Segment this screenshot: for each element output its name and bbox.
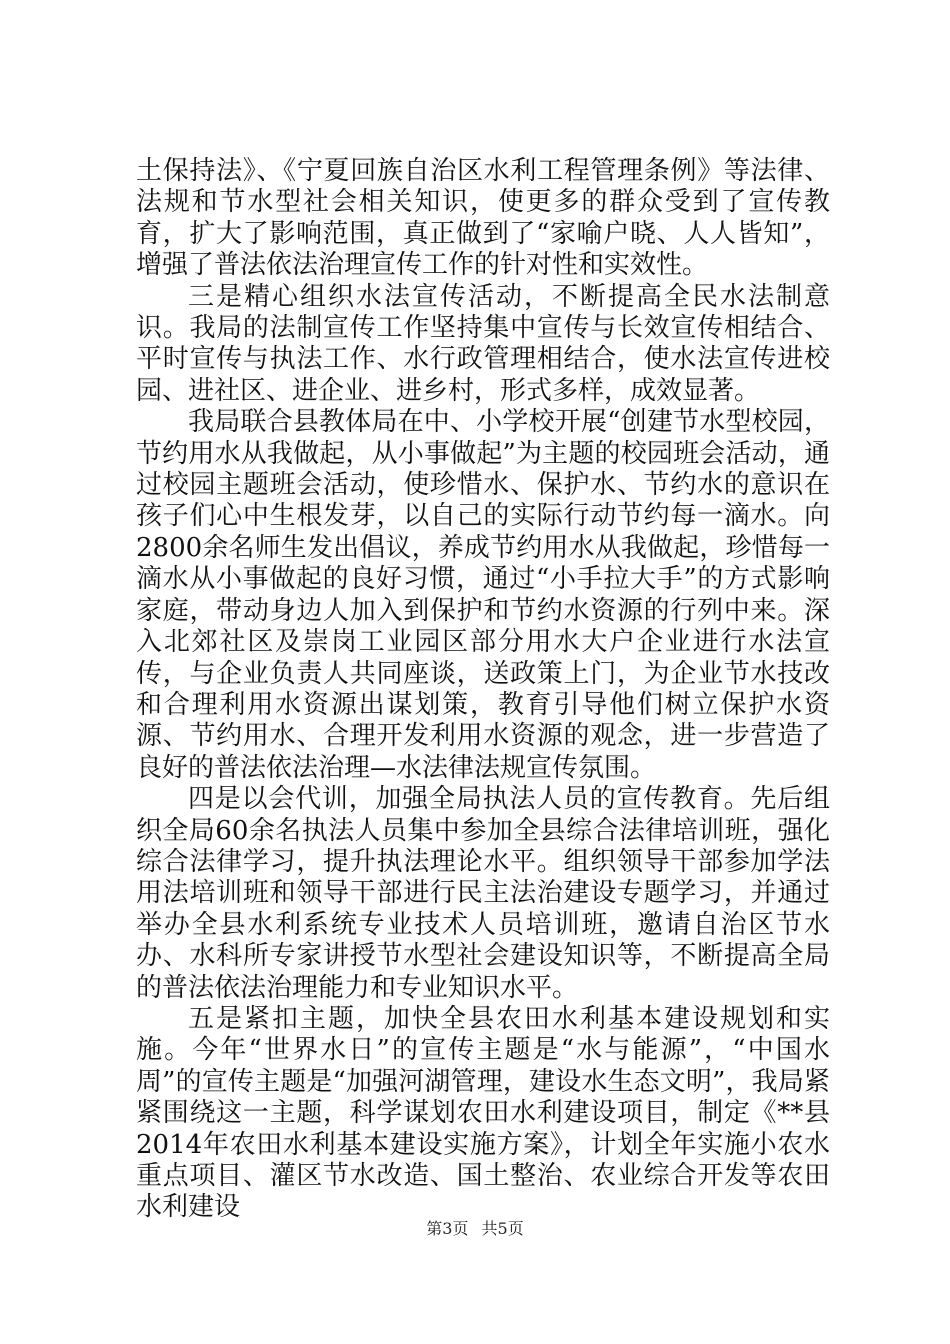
- paragraph-item-three: 三是精心组织水法宣传活动，不断提高全民水法制意识。我局的法制宣传工作坚持集中宣传与长效宣传相结合、平时宣传与执法工作、水行政管理相结合，使水法宣传进校园、进社区、进企业、进乡村，形式多样，成效显著。: [136, 281, 830, 406]
- page-total: 共5页: [481, 1219, 524, 1238]
- paragraph-campus-activity: 我局联合县教体局在中、小学校开展“创建节水型校园，节约用水从我做起，从小事做起”为主题的校园班会活动，通过校园主题班会活动，使珍惜水、保护水、节约水的意识在孩子们心中生根发芽，以自己的实际行动节约每一滴水。向2800余名师生发出倡议，养成节约用水从我做起，珍惜每一滴水从小事做起的良好习惯，通过“小手拉大手”的方式影响家庭，带动身边人加入到保护和节约水资源的行列中来。深入北郊社区及崇岗工业园区部分用水大户企业进行水法宣传，与企业负责人共同座谈，送政策上门，为企业节水技改和合理利用水资源出谋划策，教育引导他们树立保护水资源、节约用水、合理开发利用水资源的观念，进一步营造了良好的普法依法治理—水法律法规宣传氛围。: [136, 407, 830, 783]
- document-body: [136, 156, 830, 1224]
- page-number: 第3页: [426, 1219, 469, 1238]
- paragraph-item-four: 四是以会代训，加强全局执法人员的宣传教育。先后组织全局60余名执法人员集中参加全县综合法律培训班，强化综合法律学习，提升执法理论水平。组织领导干部参加学法用法培训班和领导干部进行民主法治建设专题学习，并通过举办全县水利系统专业技术人员培训班，邀请自治区节水办、水科所专家讲授节水型社会建设知识等，不断提高全局的普法依法治理能力和专业知识水平。: [136, 784, 830, 1003]
- paragraph-continued: 土保持法》、《宁夏回族自治区水利工程管理条例》等法律、法规和节水型社会相关知识，使更多的群众受到了宣传教育，扩大了影响范围，真正做到了“家喻户晓、人人皆知”，增强了普法依法治理宣传工作的针对性和实效性。: [136, 156, 830, 281]
- page-footer: [0, 1216, 950, 1239]
- paragraph-item-five: 五是紧扣主题，加快全县农田水利基本建设规划和实施。今年“世界水日”的宣传主题是“水与能源”，“中国水周”的宣传主题是“加强河湖管理，建设水生态文明”，我局紧紧围绕这一主题，科学谋划农田水利建设项目，制定《**县2014年农田水利基本建设实施方案》，计划全年实施小农水重点项目、灌区节水改造、国土整治、农业综合开发等农田水利建设: [136, 1003, 830, 1223]
